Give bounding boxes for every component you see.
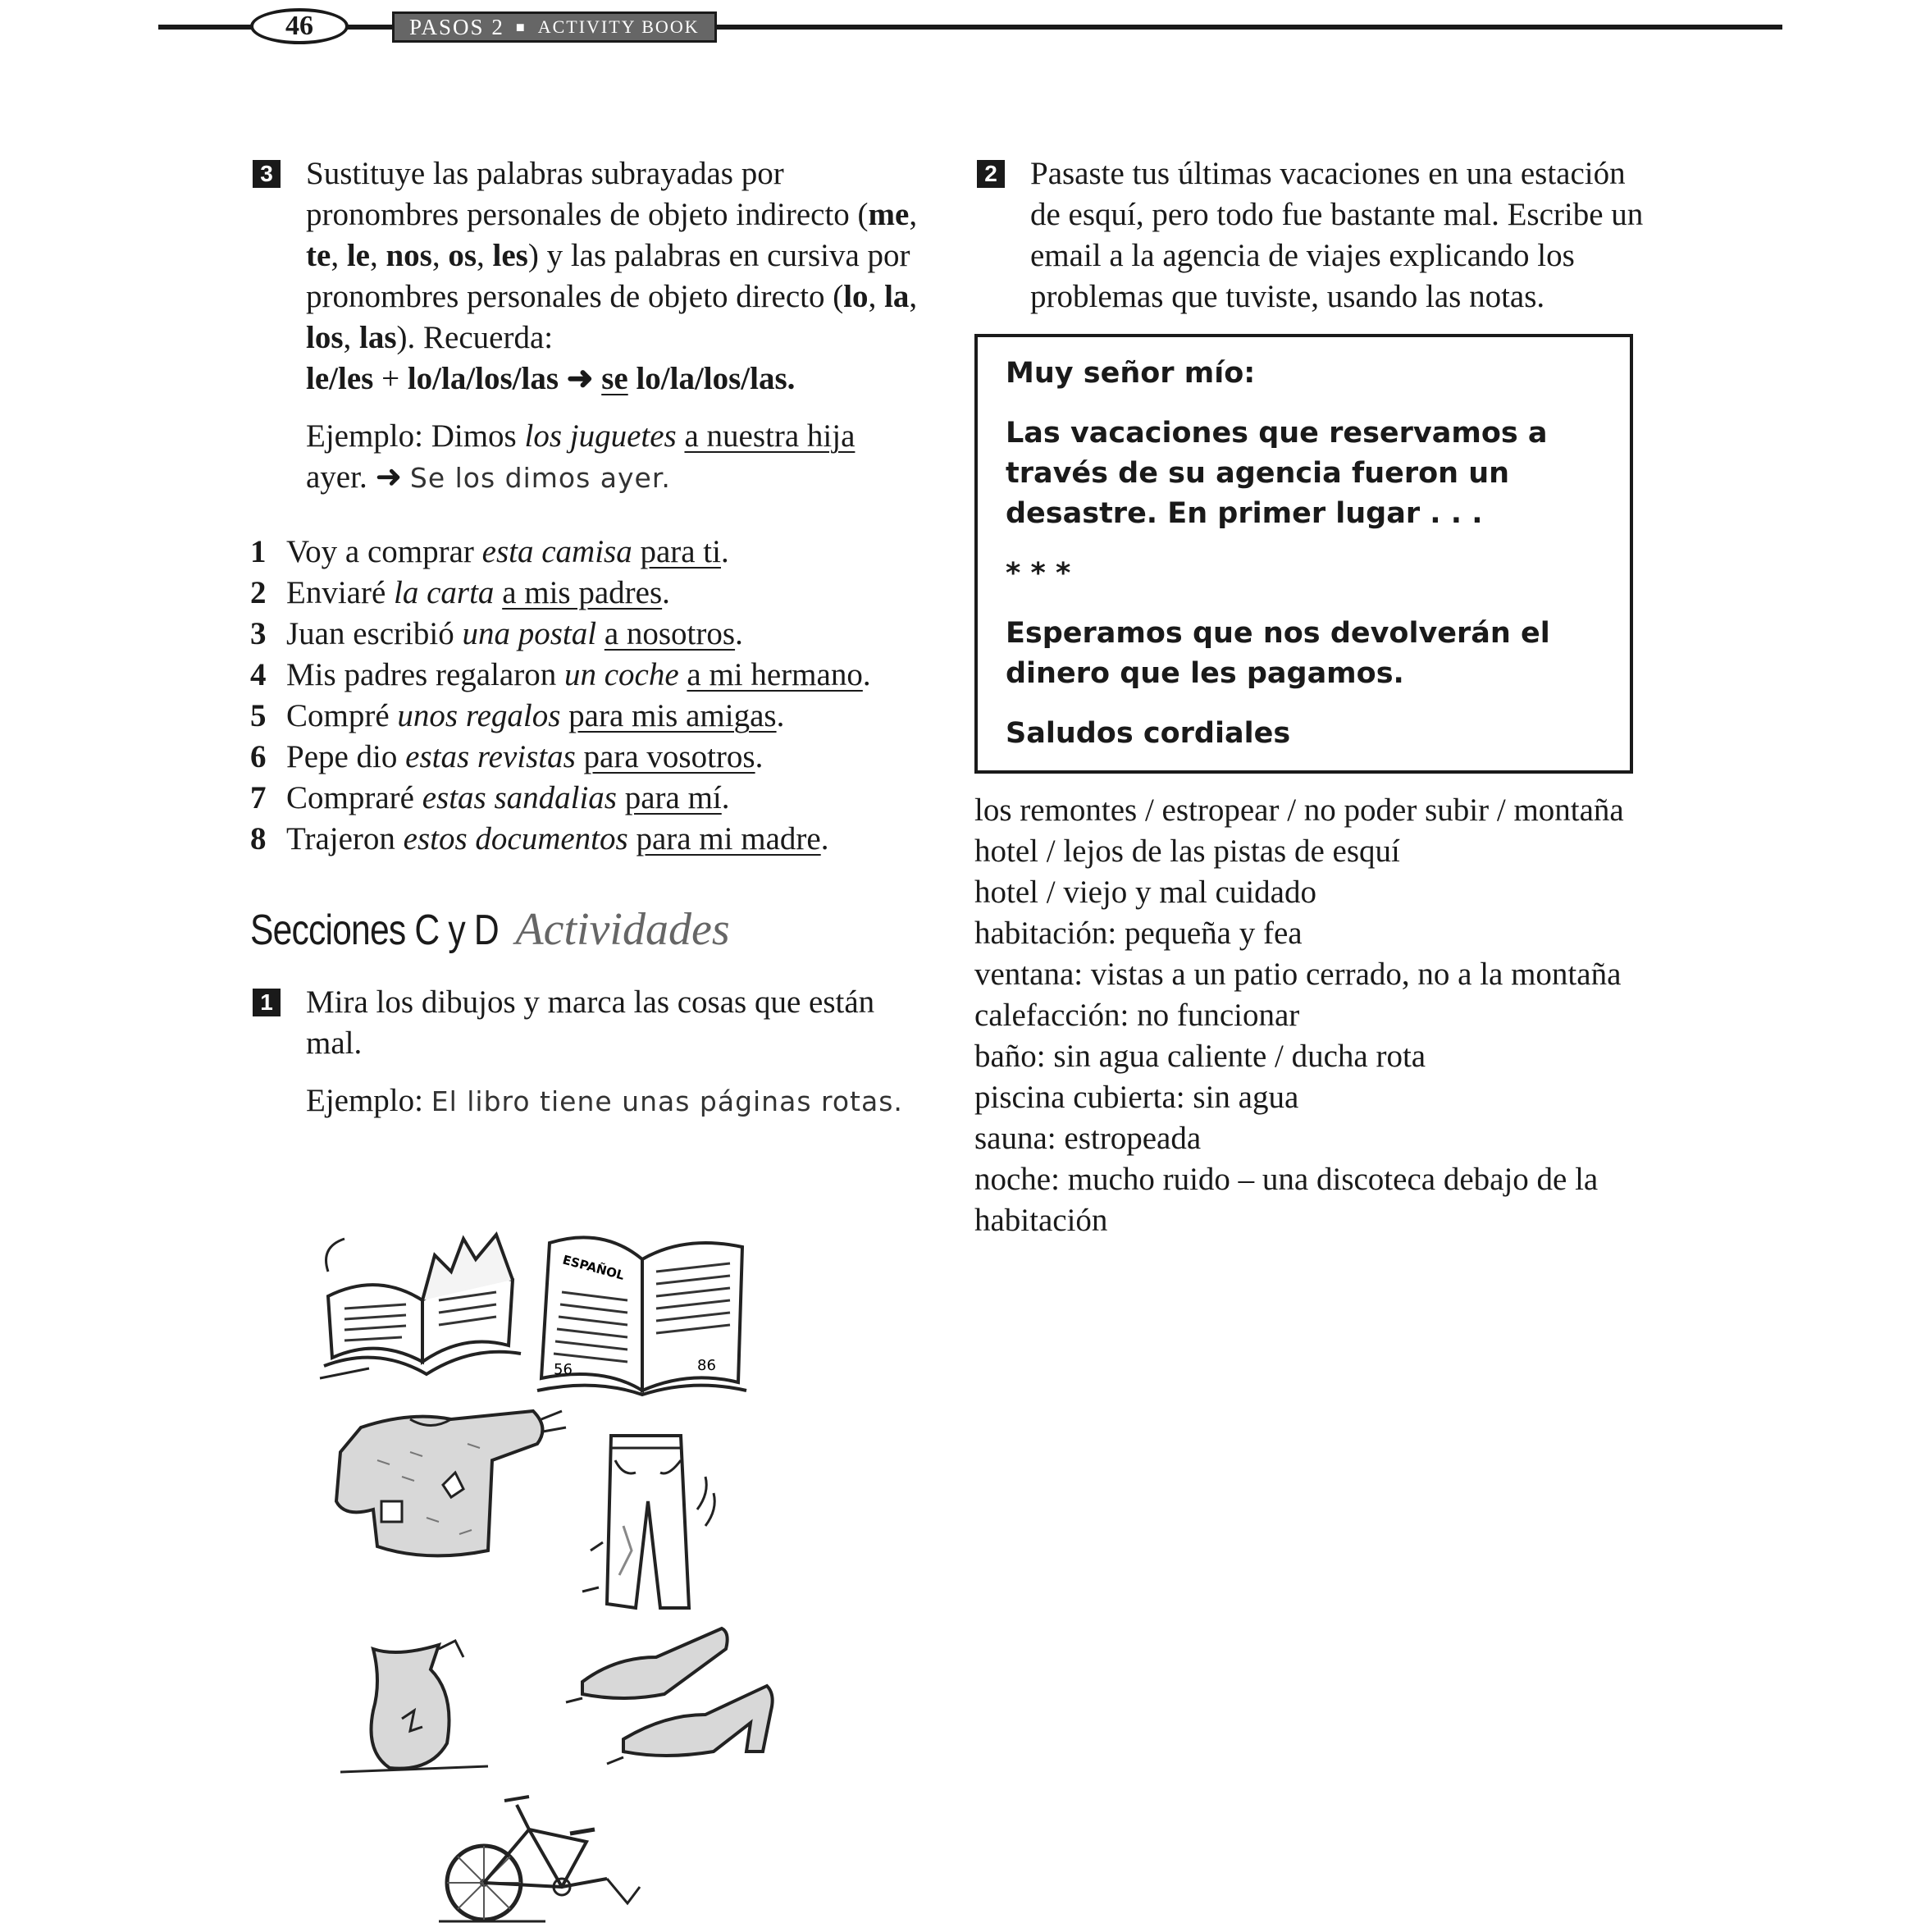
torn-sweater-illustration xyxy=(328,1395,574,1583)
square-bullet-icon: ■ xyxy=(515,18,527,35)
list-item: ventana: vistas a un patio cerrado, no a la montaña xyxy=(974,957,1622,992)
running-head xyxy=(392,11,717,43)
left-column xyxy=(250,153,923,1122)
letter-stars: * * * xyxy=(1006,557,1071,590)
list-item: 7 Compraré estas sandalias para mí. xyxy=(250,780,730,815)
book-subtitle: ACTIVITY BOOK xyxy=(537,16,700,37)
page-number-right: 86 xyxy=(697,1357,716,1374)
list-item: calefacción: no funcionar xyxy=(974,998,1300,1033)
list-item: 8 Trajeron estos documentos para mi madre. xyxy=(250,821,829,856)
example-answer: El libro tiene unas páginas rotas. xyxy=(431,1085,903,1117)
example: Ejemplo: El libro tiene unas páginas rotas. xyxy=(306,1083,903,1118)
section-subtitle: Actividades xyxy=(515,904,730,955)
book-wrong-pages-illustration xyxy=(537,1226,751,1407)
torn-book-illustration xyxy=(320,1222,533,1386)
exercise-instruction: Sustituye las palabras subrayadas por pronombres personales de objeto indirecto (me, te, le, nos, os, les) y las palabras en cursiva por pronombres personales de objeto directo (lo, la, los, las). Recuerda: le/les + lo/la/los/las ➜ se lo/la/los/las. xyxy=(306,156,918,396)
exercise-number: 2 xyxy=(977,160,1005,188)
list-item: los remontes / estropear / no poder subir / montaña xyxy=(974,792,1624,828)
list-item: 5 Compré unos regalos para mis amigas. xyxy=(250,698,785,733)
list-item: 4 Mis padres regalaron un coche a mi hermano. xyxy=(250,657,871,692)
broken-jug-illustration xyxy=(340,1637,496,1780)
example-answer: Se los dimos ayer. xyxy=(409,462,671,494)
letter-closing: Esperamos que nos devolverán el dinero que les pagamos. xyxy=(1006,617,1550,690)
book-label: ESPAÑOL xyxy=(560,1252,627,1283)
jeans-illustration xyxy=(574,1427,738,1616)
exercise-3-items xyxy=(250,532,923,860)
email-letter-box xyxy=(974,334,1633,774)
book-title: PASOS 2 xyxy=(409,14,504,39)
exercise-instruction: Pasaste tus últimas vacaciones en una estación de esquí, pero todo fue bastante mal. Escribe un email a la agencia de viajes explicando los problemas que tuviste, usando las notas. xyxy=(1030,156,1644,314)
list-item: piscina cubierta: sin agua xyxy=(974,1080,1299,1115)
exercise-instruction: Mira los dibujos y marca las cosas que están mal. xyxy=(306,984,875,1061)
list-item: habitación: pequeña y fea xyxy=(974,916,1303,951)
page-number-left: 56 xyxy=(554,1361,573,1378)
exercise-1 xyxy=(250,982,923,1122)
section-title: Secciones C y D xyxy=(250,907,499,954)
page-number: 46 xyxy=(250,8,349,44)
list-item: 6 Pepe dio estas revistas para vosotros. xyxy=(250,739,764,774)
exercise-2 xyxy=(974,153,1647,317)
bicycle-illustration xyxy=(439,1780,652,1928)
exercise-3 xyxy=(250,153,923,499)
exercise-number: 1 xyxy=(253,989,281,1016)
list-item: 2 Enviaré la carta a mis padres. xyxy=(250,575,670,610)
letter-opening: Las vacaciones que reservamos a través de su agencia fueron un desastre. En primer lugar . . . xyxy=(1006,417,1548,530)
exercise-number: 3 xyxy=(253,160,281,188)
list-item: 1 Voy a comprar esta camisa para ti. xyxy=(250,534,729,569)
list-item: noche: mucho ruido – una discoteca debajo de la habitación xyxy=(974,1162,1599,1238)
list-item: baño: sin agua caliente / ducha rota xyxy=(974,1039,1426,1074)
section-heading xyxy=(250,901,923,959)
list-item: 3 Juan escribió una postal a nosotros. xyxy=(250,616,743,651)
list-item: hotel / lejos de las pistas de esquí xyxy=(974,834,1400,869)
list-item: sauna: estropeada xyxy=(974,1121,1202,1156)
right-column xyxy=(974,153,1647,1241)
list-item: hotel / viejo y mal cuidado xyxy=(974,875,1316,910)
letter-signoff: Saludos cordiales xyxy=(1006,717,1291,750)
shoes-illustration xyxy=(566,1616,787,1780)
example: Ejemplo: Dimos los juguetes a nuestra hija ayer. ➜ Se los dimos ayer. xyxy=(306,418,855,495)
notes-list xyxy=(974,790,1647,1241)
letter-greeting: Muy señor mío: xyxy=(1006,357,1256,390)
